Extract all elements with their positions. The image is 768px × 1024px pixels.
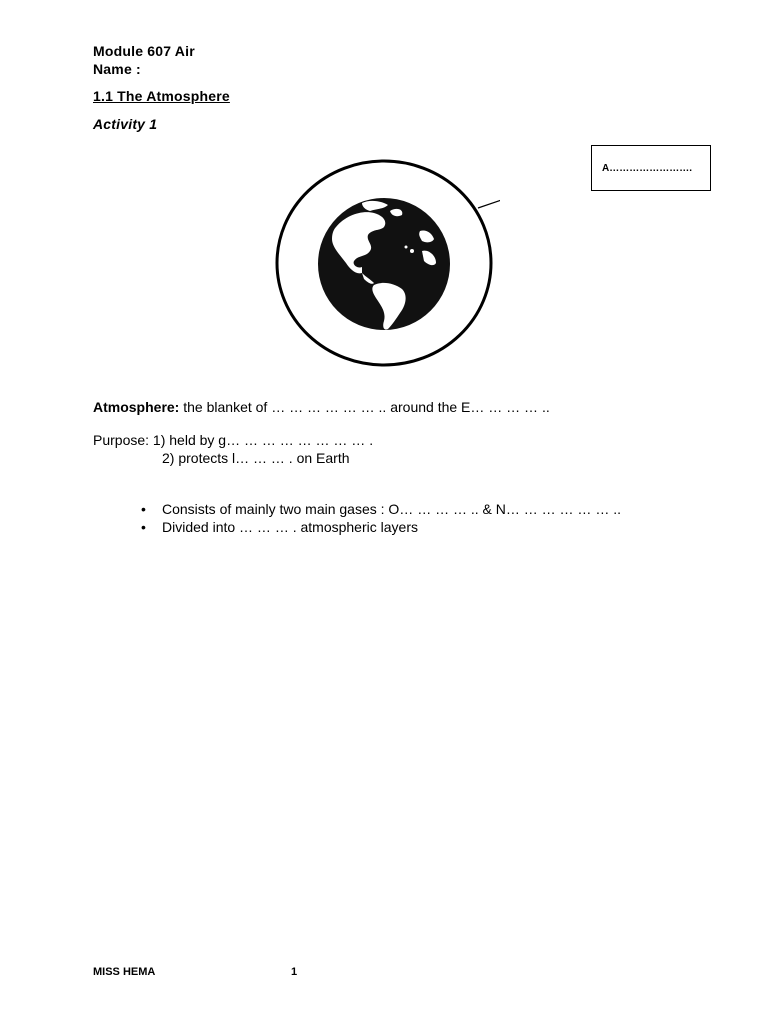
definition-line xyxy=(93,399,550,415)
list-item: • Consists of mainly two main gases : O… … … … .. & N… … … … … … .. xyxy=(141,500,621,518)
definition-text: the blanket of … … … … … … .. around the E… … … … .. xyxy=(179,399,550,415)
definition-term: Atmosphere: xyxy=(93,399,180,415)
activity-label: Activity 1 xyxy=(93,116,158,132)
page-number: 1 xyxy=(291,966,298,978)
earth-globe-icon xyxy=(318,198,450,330)
bullet-list xyxy=(141,500,621,536)
atmosphere-diagram xyxy=(270,155,500,370)
callout-box[interactable] xyxy=(591,145,711,191)
footer-author: MISS HEMA xyxy=(93,966,156,978)
callout-label: A……………………. xyxy=(602,163,692,174)
name-label: Name : xyxy=(93,61,141,77)
callout-line xyxy=(478,169,500,208)
list-item: • Divided into … … … . atmospheric layers xyxy=(141,518,621,536)
purpose-line-1: Purpose: 1) held by g… … … … … … … … . xyxy=(93,432,374,448)
section-title: 1.1 The Atmosphere xyxy=(93,88,230,104)
purpose-line-2: 2) protects l… … … . on Earth xyxy=(162,450,350,466)
module-title: Module 607 Air xyxy=(93,43,195,59)
